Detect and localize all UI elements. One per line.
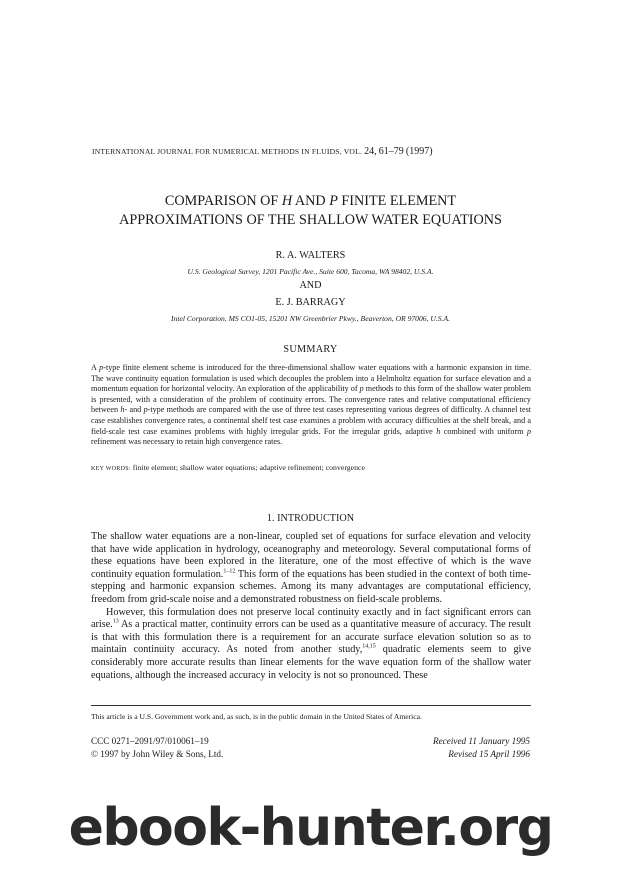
citation-1-12: 1–12 (223, 568, 236, 575)
paper-title (0, 192, 621, 229)
abstract-a: A (91, 363, 100, 372)
keywords-label: KEY WORDS: (91, 466, 131, 472)
abstract-p: p (526, 426, 531, 436)
section-heading-introduction: 1. INTRODUCTION (266, 513, 355, 524)
authors-and: AND (299, 280, 322, 291)
p2-text-b: As a practical matter, continuity errors can be used as a quantitative measure of accuracy. The result is that with this formulation there is a requirement for an accurate surface elevation solution so as to maintain continuity accuracy. As noted from another study, (91, 619, 531, 656)
revised-date: Revised 15 April 1996 (448, 748, 530, 759)
watermark: ebook-hunter.org (68, 798, 553, 858)
keywords (91, 463, 365, 472)
title-p: P (329, 193, 338, 209)
p1-text-b: This form of the equations has been studied in the context of both time-stepping and harmonic expansion schemes. Among its many advantages are computational efficiency, freedom from grid-scale noise and a demonstrated robustness on field-scale problems. (91, 568, 531, 605)
abstract-text-6: refinement was necessary to retain high convergence rates. (91, 437, 283, 447)
author-2: E. J. BARRAGY (275, 297, 346, 308)
p2-text-c: quadratic elements seem to give considerably more accurate results than linear elements for the wave equation form of the shallow water equations, although the increased accuracy in velocity is not so pronounced. These (91, 644, 531, 681)
footnote-divider (91, 705, 531, 706)
citation-14-15: 14,15 (362, 643, 376, 650)
abstract-text-5: combined with uniform (440, 426, 527, 436)
keywords-text: finite element; shallow water equations; adaptive refinement; convergence (132, 463, 365, 472)
ccc-block (91, 735, 223, 760)
abstract-p: p (143, 405, 148, 415)
affiliation-1: U.S. Geological Survey, 1201 Pacific Ave., Suite 600, Tacoma, WA 98402, U.S.A. (187, 267, 434, 276)
title-line-2: APPROXIMATIONS OF THE SHALLOW WATER EQUATIONS (119, 211, 502, 228)
author-1: R. A. WALTERS (275, 250, 346, 261)
abstract-text-2: methods to this form of the shallow water problem is presented, with a consideration of the problem of continuity errors. The convergence rates and relative computational efficiency between (91, 384, 531, 415)
summary-heading: SUMMARY (283, 344, 338, 355)
title-text-and: AND (292, 193, 330, 209)
abstract-text-1: -type finite element scheme is introduced for the three-dimensional shallow water equations with a harmonic expansion in time. The wave continuity equation formulation is used which decouples the problem into a Helmholtz equation for surface elevation and a momentum equation for horizontal velocity. An exploration of the applicability of (91, 363, 531, 394)
citation-13: 13 (112, 618, 119, 625)
title-h: H (281, 193, 293, 209)
abstract-text-3: - and (124, 405, 144, 415)
p2-text-a: However, this formulation does not preserve local continuity exactly and in fact significant errors can arise. (91, 606, 531, 631)
title-line-1 (0, 192, 621, 211)
title-text-b: FINITE ELEMENT (337, 193, 457, 209)
abstract-p: p (359, 384, 364, 394)
received-block (433, 735, 530, 760)
abstract-p: p (99, 363, 104, 372)
received-date: Received 11 January 1995 (432, 736, 530, 746)
journal-header (92, 146, 433, 157)
p1-text-a: The shallow water equations are a non-linear, coupled set of equations for surface elevation and velocity that have wide application in hydrology, oceanography and meteorology. Several computational forms of these equations have been explored in the literature, one of the most effective of which is the wave continuity equation formulation. (91, 531, 531, 580)
journal-name: INTERNATIONAL JOURNAL FOR NUMERICAL METHODS IN FLUIDS, VOL. (92, 147, 363, 156)
abstract (91, 363, 531, 448)
abstract-text-4: -type methods are compared with the use of three test cases representing various degrees of difficulty. A channel test case establishes convergence rates, a continental shelf test case examines a problem with accuracy difficulties at the shelf break, and a field-scale test case examines problems with highly irregular grids. For the irregular grids, adaptive (91, 405, 532, 436)
journal-pages: 61–79 (378, 146, 404, 157)
paragraph-2 (91, 607, 531, 683)
abstract-h: h (120, 405, 125, 415)
title-text-a: COMPARISON OF (164, 193, 282, 209)
abstract-h: h (436, 426, 441, 436)
affiliation-2: Intel Corporation, MS CO1-05, 15201 NW Greenbrier Pkwy., Beaverton, OR 97006, U.S.A. (171, 314, 450, 323)
introduction-body (91, 531, 531, 682)
paragraph-1 (91, 531, 531, 607)
journal-year: (1997) (405, 146, 433, 157)
footnote: This article is a U.S. Government work and, as such, is in the public domain in the United States of America. (91, 712, 422, 721)
ccc-code: CCC 0271–2091/97/010061–19 (91, 736, 209, 746)
copyright-line: © 1997 by John Wiley & Sons, Ltd. (91, 748, 224, 759)
journal-volume: 24, (364, 146, 377, 157)
